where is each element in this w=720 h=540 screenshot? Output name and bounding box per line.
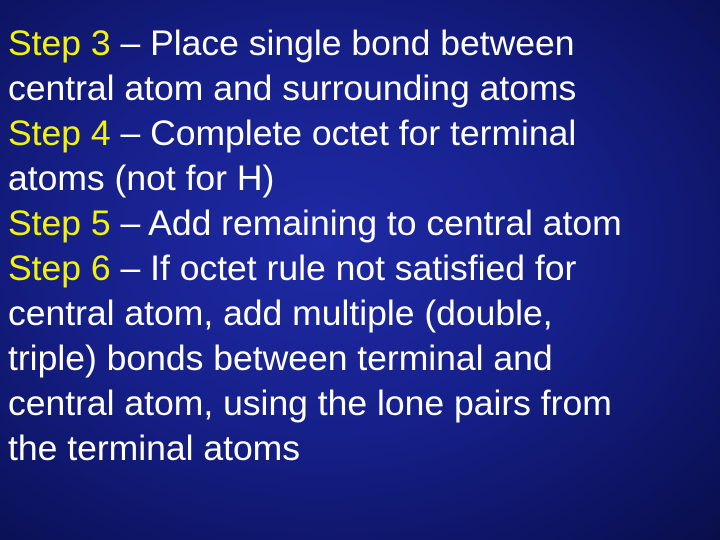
step-4 [8,111,714,201]
step-5 [8,201,714,246]
step-4-line-2: atoms (not for H) [8,158,275,198]
step-4-text-1: – Complete octet for terminal [110,113,577,153]
step-6-line-5: the terminal atoms [8,428,301,468]
steps-list [8,21,714,471]
step-5-line-1 [8,201,714,246]
step-6-line-3: triple) bonds between terminal and [8,338,553,378]
step-4-line-1 [8,111,714,156]
step-4-label: Step 4 [8,113,111,153]
step-6 [8,246,714,471]
step-5-text-1: – Add remaining to central atom [110,203,622,243]
step-6-text-1: – If octet rule not satisfied for [110,248,577,288]
step-3-text-1: – Place single bond between [110,23,575,63]
step-6-line-2: central atom, add multiple (double, [8,293,553,333]
step-3 [8,21,714,111]
step-5-label: Step 5 [8,203,111,243]
step-3-label: Step 3 [8,23,111,63]
step-6-line-1 [8,246,714,291]
step-3-line-1 [8,21,714,66]
step-6-label: Step 6 [8,248,111,288]
step-6-line-4: central atom, using the lone pairs from [8,383,612,423]
step-3-line-2: central atom and surrounding atoms [8,68,577,108]
